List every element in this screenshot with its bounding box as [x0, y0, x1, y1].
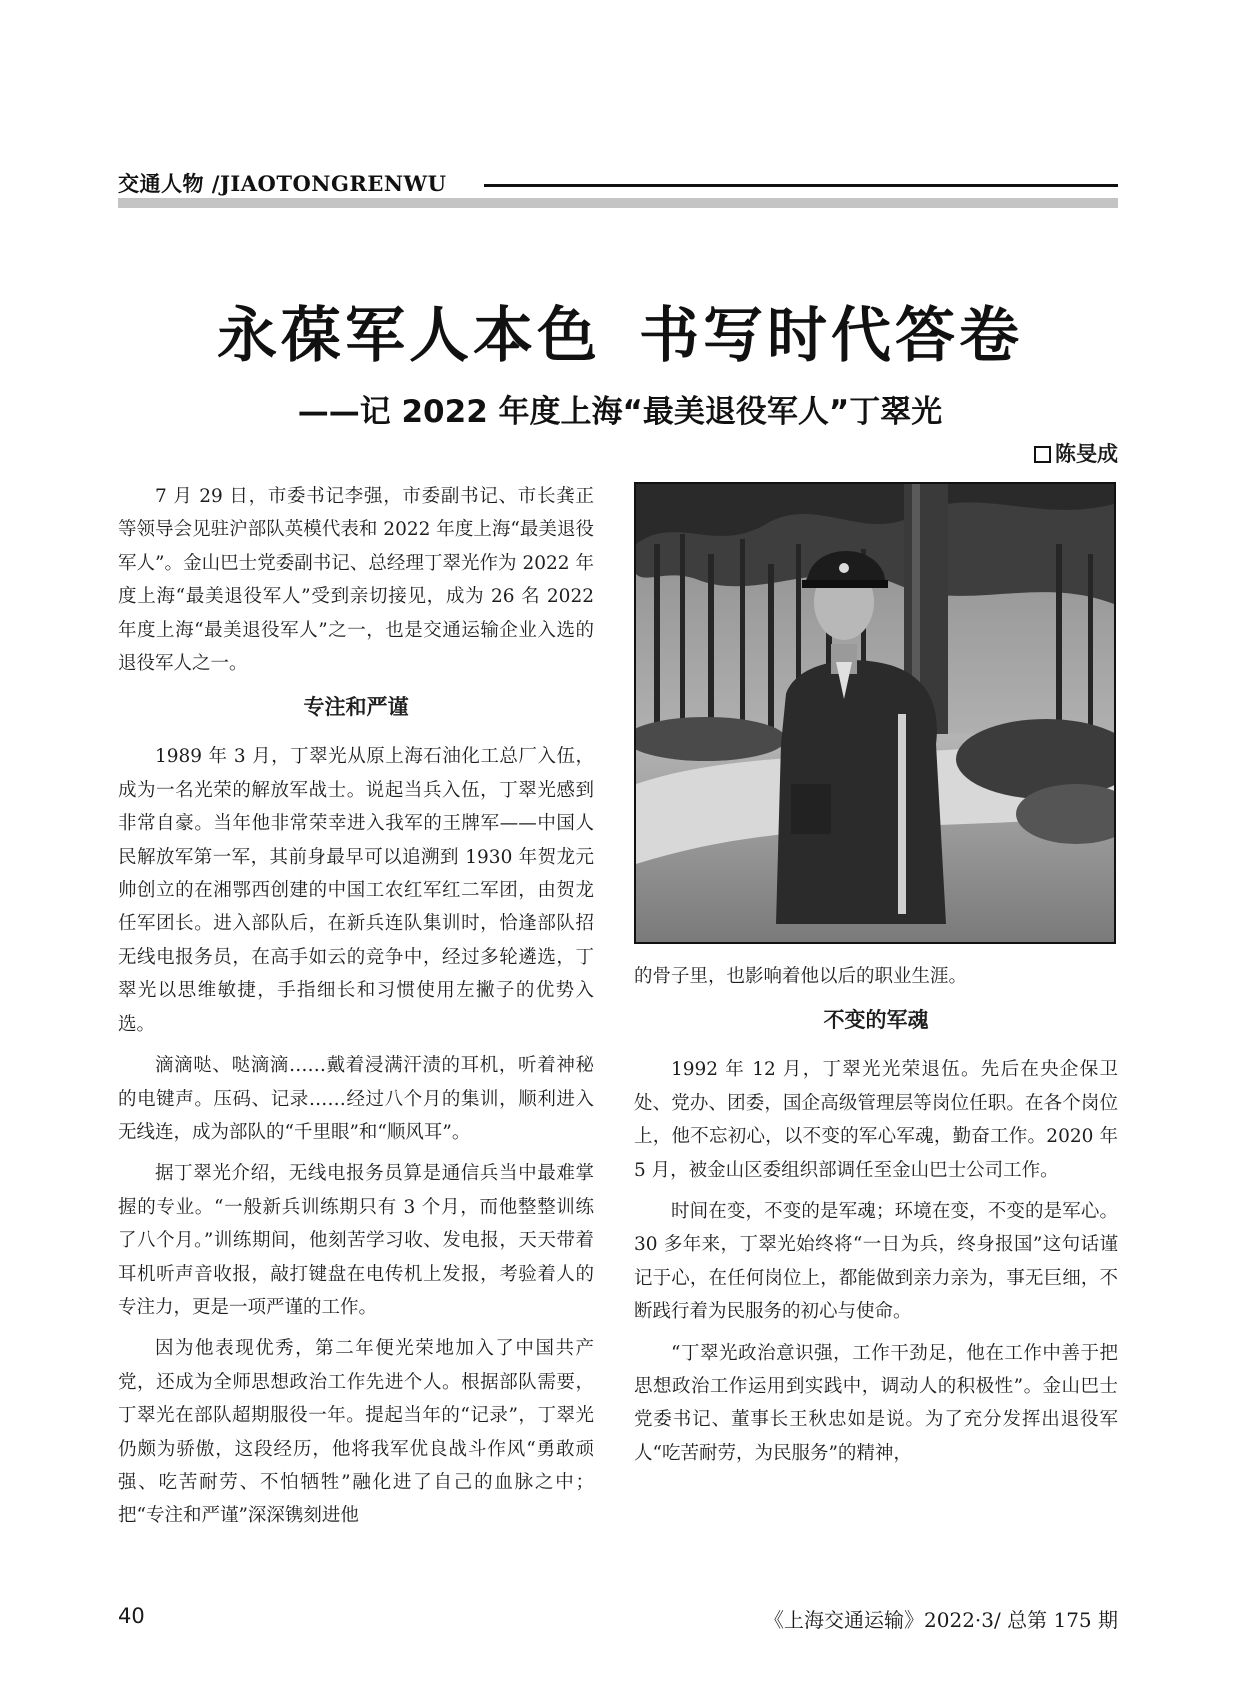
- author-name: 陈旻成: [1055, 442, 1118, 466]
- paragraph: 7 月 29 日，市委书记李强，市委副书记、市长龚正等领导会见驻沪部队英模代表和 2022 年度上海“最美退役军人”。金山巴士党委副书记、总经理丁翠光作为 2022 年度上海“最美退役军人”受到亲切接见，成为 26 名 2022 年度上海“最美退役军人”之一，也是交通运输企业入选的退役军人之一。: [118, 486, 594, 675]
- header-band: [118, 198, 1118, 208]
- left-column: [118, 480, 594, 1541]
- byline: [1034, 438, 1118, 468]
- paragraph: 的骨子里，也影响着他以后的职业生涯。: [634, 966, 968, 987]
- article-title: [0, 288, 1240, 374]
- article-title-part2: 书写时代答卷: [639, 301, 1023, 371]
- right-column: [634, 960, 1118, 1478]
- section-heading: 专注和严谨: [303, 695, 409, 720]
- article-title-part1: 永葆军人本色: [217, 301, 601, 371]
- section-heading: 不变的军魂: [823, 1008, 929, 1033]
- section-header: [118, 168, 1118, 208]
- paragraph: 因为他表现优秀，第二年便光荣地加入了中国共产党，还成为全师思想政治工作先进个人。根据部队需要，丁翠光在部队超期服役一年。提起当年的“记录”，丁翠光仍颇为骄傲，这段经历，他将我军优良战斗作风“勇敢顽强、吃苦耐劳、不怕牺牲”融化进了自己的血脉之中；把“专注和严谨”深深镌刻进他: [118, 1338, 594, 1527]
- paragraph: 1989 年 3 月，丁翠光从原上海石油化工总厂入伍，成为一名光荣的解放军战士。说起当兵入伍，丁翠光感到非常自豪。当年他非常荣幸进入我军的王牌军——中国人民解放军第一军，其前身最早可以追溯到 1930 年贺龙元帅创立的在湘鄂西创建的中国工农红军红二军团，由贺龙任军团长。进入部队后，在新兵连队集训时，恰逢部队招无线电报务员，在高手如云的竞争中，经过多轮遴选，丁翠光以思维敏捷，手指细长和习惯使用左撇子的优势入选。: [118, 746, 594, 1035]
- photo-illustration: [636, 484, 1114, 942]
- publication-info: 《上海交通运输》2022·3/ 总第 175 期: [764, 1608, 1118, 1632]
- header-rule: [484, 184, 1118, 187]
- section-title: 交通人物 /JIAOTONGRENWU: [118, 171, 447, 196]
- paragraph: 滴滴哒、哒滴滴……戴着浸满汗渍的耳机，听着神秘的电键声。压码、记录……经过八个月的集训，顺利进入无线连，成为部队的“千里眼”和“顺风耳”。: [118, 1055, 594, 1143]
- paragraph: “丁翠光政治意识强，工作干劲足，他在工作中善于把思想政治工作运用到实践中，调动人的积极性”。金山巴士党委书记、董事长王秋忠如是说。为了充分发挥出退役军人“吃苦耐劳，为民服务”的精神，: [634, 1342, 1118, 1464]
- page-number: 40: [118, 1604, 145, 1628]
- portrait-photo: [634, 482, 1116, 944]
- paragraph: 时间在变，不变的是军魂；环境在变，不变的是军心。30 多年来，丁翠光始终将“一日为兵，终身报国”这句话谨记于心，在任何岗位上，都能做到亲力亲为，事无巨细，不断践行着为民服务的初心与使命。: [634, 1201, 1118, 1323]
- paragraph: 据丁翠光介绍，无线电报务员算是通信兵当中最难掌握的专业。“一般新兵训练期只有 3 个月，而他整整训练了八个月。”训练期间，他刻苦学习收、发电报，天天带着耳机听声音收报，敲打键盘在电传机上发报，考验着人的专注力，更是一项严谨的工作。: [118, 1163, 594, 1318]
- article-subtitle: ——记 2022 年度上海“最美退役军人”丁翠光: [297, 394, 943, 430]
- paragraph: 1992 年 12 月，丁翠光光荣退伍。先后在央企保卫处、党办、团委，国企高级管理层等岗位任职。在各个岗位上，他不忘初心，以不变的军心军魂，勤奋工作。2020 年 5 月，被金山区委组织部调任至金山巴士公司工作。: [634, 1059, 1118, 1181]
- byline-box-icon: [1034, 446, 1051, 463]
